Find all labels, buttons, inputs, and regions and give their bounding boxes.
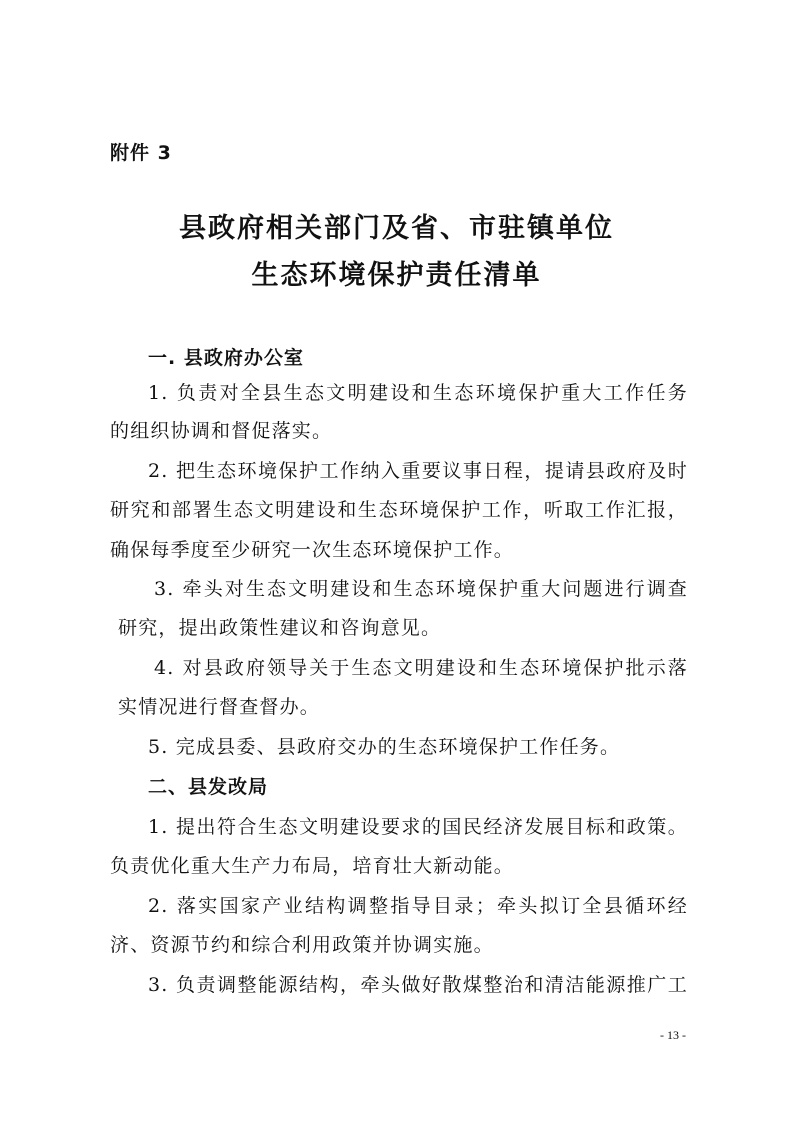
paragraph-line: 负责优化重大生产力布局，培育壮大新动能。 [110, 855, 515, 877]
paragraph-line: 3. 负责调整能源结构，牵头做好散煤整治和清洁能源推广工 [148, 974, 688, 996]
paragraph-line: 1. 提出符合生态文明建设要求的国民经济发展目标和政策。 [148, 816, 688, 838]
paragraph-line: 2. 把生态环境保护工作纳入重要议事日程，提请县政府及时 [148, 460, 688, 482]
paragraph-line: 3. 牵头对生态文明建设和生态环境保护重大问题进行调查 [154, 578, 688, 600]
paragraph-line: 1. 负责对全县生态文明建设和生态环境保护重大工作任务 [148, 382, 688, 404]
document-title-line-1: 县政府相关部门及省、市驻镇单位 [179, 213, 614, 244]
paragraph-line: 4. 对县政府领导关于生态文明建设和生态环境保护批示落 [154, 657, 688, 679]
paragraph-line: 确保每季度至少研究一次生态环境保护工作。 [110, 539, 515, 561]
paragraph-line: 研究，提出政策性建议和咨询意见。 [118, 617, 442, 639]
document-title-line-2: 生态环境保护责任清单 [251, 260, 542, 291]
paragraph-line: 5. 完成县委、县政府交办的生态环境保护工作任务。 [148, 736, 621, 758]
section-heading-2: 二、县发改局 [148, 776, 269, 798]
paragraph-line: 2. 落实国家产业结构调整指导目录；牵头拟订全县循环经 [148, 895, 688, 917]
section-heading-1: 一. 县政府办公室 [148, 347, 304, 369]
paragraph-line: 研究和部署生态文明建设和生态环境保护工作，听取工作汇报， [110, 499, 688, 521]
page-number: - 13 - [660, 1028, 686, 1042]
attachment-label: 附件 3 [110, 142, 172, 164]
paragraph-line: 实情况进行督查督办。 [118, 696, 321, 718]
paragraph-line: 济、资源节约和综合利用政策并协调实施。 [110, 934, 494, 956]
paragraph-line: 的组织协调和督促落实。 [110, 420, 333, 442]
